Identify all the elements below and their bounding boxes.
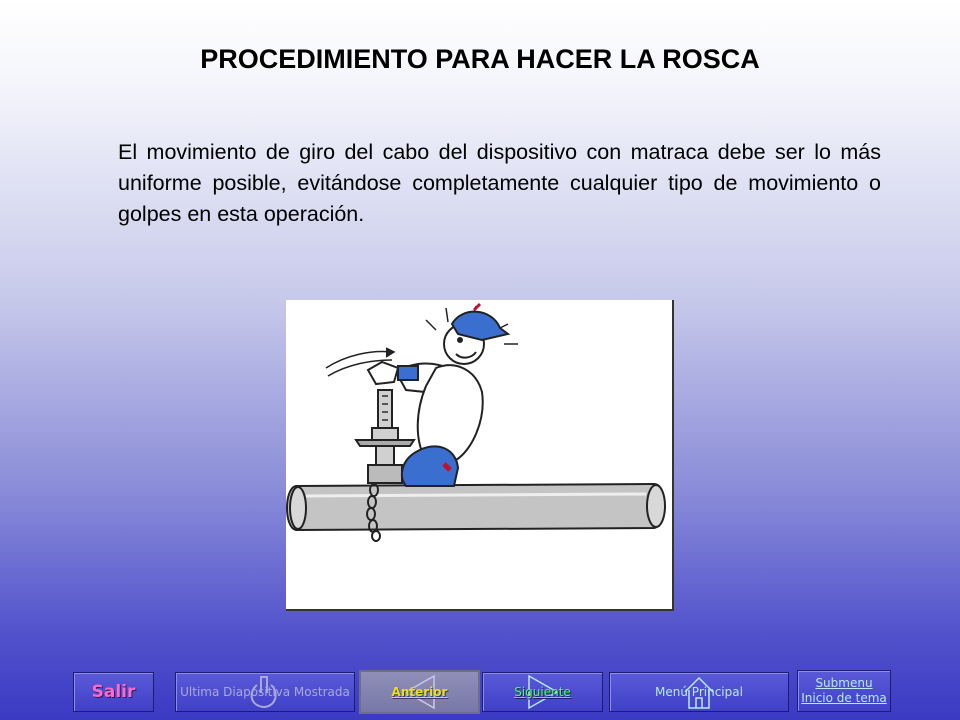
slide-title: PROCEDIMIENTO PARA HACER LA ROSCA bbox=[200, 44, 760, 74]
menu-principal-label: Menú Principal bbox=[655, 685, 743, 699]
pipe bbox=[287, 484, 665, 530]
slide-body-text: El movimiento de giro del cabo del dispositivo con matraca debe ser lo más uniforme posible, evitándose completamente cualquier tipo de movimiento o golpes en esta operación. bbox=[118, 140, 881, 226]
siguiente-button[interactable] bbox=[482, 672, 603, 712]
anterior-button[interactable] bbox=[359, 670, 480, 714]
worker-threading-pipe-illustration bbox=[286, 300, 674, 611]
ultima-diapositiva-button[interactable] bbox=[175, 672, 355, 712]
siguiente-label: Siguiente bbox=[514, 685, 571, 699]
salir-button[interactable] bbox=[73, 672, 154, 712]
ultima-diapositiva-label: Ultima Diapositiva Mostrada bbox=[180, 685, 350, 699]
submenu-button[interactable] bbox=[797, 670, 891, 712]
inicio-de-tema-label: Inicio de tema bbox=[801, 691, 887, 705]
menu-principal-button[interactable] bbox=[609, 672, 789, 712]
submenu-label: Submenu bbox=[815, 676, 873, 690]
anterior-label: Anterior bbox=[391, 685, 448, 699]
salir-label: Salir bbox=[91, 682, 136, 702]
